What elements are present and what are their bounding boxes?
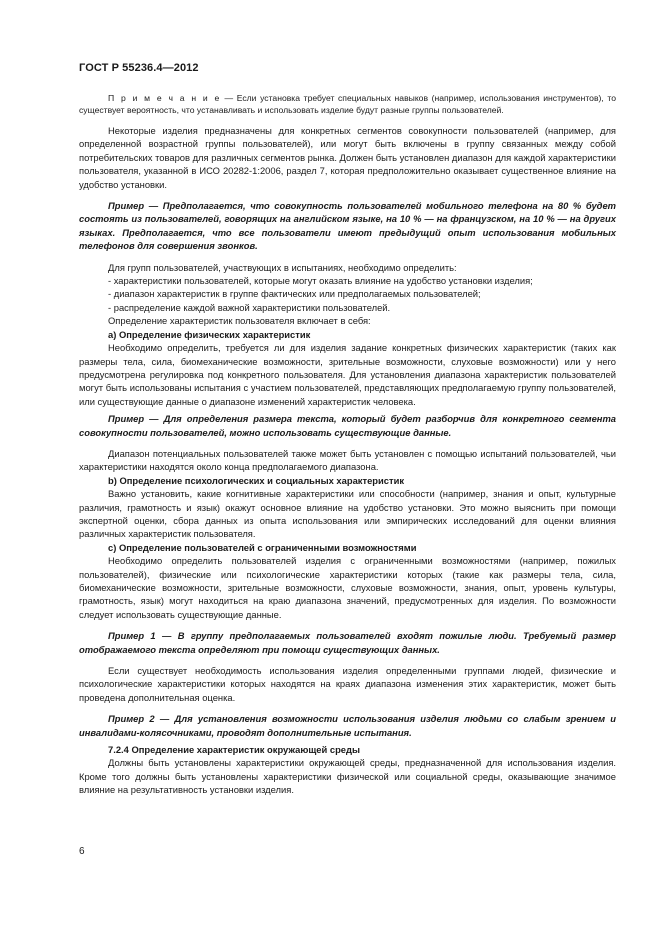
example-elderly: Пример 1 — В группу предполагаемых пользователей входят пожилые люди. Требуемый размер отображаемого текста определяют при помощи существующих данных.	[79, 630, 616, 655]
paragraph-test-groups: Для групп пользователей, участвующих в испытаниях, необходимо определить:	[108, 261, 457, 273]
heading-disabilities: c) Определение пользователей с ограниченными возможностями	[108, 541, 417, 553]
standard-header: ГОСТ Р 55236.4—2012	[79, 62, 199, 74]
page-body	[79, 92, 616, 797]
page-number: 6	[79, 846, 85, 857]
paragraph-includes: Определение характеристик пользователя включает в себя:	[108, 315, 371, 327]
note-lead: П р и м е ч а н и е	[108, 93, 221, 103]
paragraph-psychological: Важно установить, какие когнитивные характеристики или способности (например, знания и опыт, культурные различия, грамотность и язык) окажут основное влияние на удобство установки. Это можно выяснить при помощи экспертной оценки, сбора данных из опыта использования или эмпирических исследований для оценки влияния различных характеристик пользователя.	[79, 488, 616, 540]
paragraph-physical: Необходимо определить, требуется ли для изделия задание конкретных физических характеристик (таких как размеры тела, сила, биомеханические возможности, зрительные возможности, слуховые возможности) или у него предусмотрена регулировка под конкретного пользователя. Для установления диапазона характеристик пользователей могут быть использованы испытания с участием пользователей, представляющих предполагаемую группу пользователей, или существующие данные о диапазоне изменений характеристик человека.	[79, 342, 616, 407]
note-paragraph	[79, 92, 616, 116]
paragraph-range: Диапазон потенциальных пользователей также может быть установлен с помощью испытаний пользователей, чьи характеристики находятся около конца предполагаемого диапазона.	[79, 447, 616, 473]
example-text-size: Пример — Для определения размера текста, который будет разборчив для конкретного сегмента совокупности пользователей, можно использовать существующие данные.	[79, 413, 616, 438]
list-item: - характеристики пользователей, которые могут оказать влияние на удобство установки изделия;	[108, 275, 533, 287]
paragraph-additional-evaluation: Если существует необходимость использования изделия определенными группами людей, физические и психологические характеристики которых находятся на краях диапазона изменения этих характеристик, может быть проведена дополнительная оценка.	[79, 665, 616, 703]
paragraph-disabilities: Необходимо определить пользователей изделия с ограниченными возможностями (например, пожилых пользователей), физические или психологические характеристики которых (такие как размеры тела, сила, биомеханические возможности, зрительные возможности, слуховые возможности, знания, опыт, уровень культуры, грамотность, язык) могут находиться на краю диапазона значений, предусмотренных для изделия. По возможности следует использовать существующие данные.	[79, 555, 616, 620]
example-mobile-phone: Пример — Предполагается, что совокупность пользователей мобильного телефона на 80 % будет состоять из пользователей, говорящих на английском языке, на 10 % — на французском, на 10 % — на других языках. Предполагается, что все пользователи имеют предыдущий опыт использования мобильных телефонов для совершения звонков.	[79, 200, 616, 252]
heading-psychological: b) Определение психологических и социальных характеристик	[108, 474, 405, 486]
list-item: - распределение каждой важной характеристики пользователей.	[108, 301, 391, 313]
paragraph-segments: Некоторые изделия предназначены для конкретных сегментов совокупности пользователей (например, для определенной возрастной группы пользователей), или могут быть включены в группу связанных между собой потребительских товаров для различных сегментов рынка. Должен быть установлен диапазон для каждой характеристики пользователя, указанной в ИСО 20282-1:2006, раздел 7, которая предположительно оказывает существенное влияние на удобство установки.	[79, 125, 616, 190]
heading-physical: a) Определение физических характеристик	[108, 328, 311, 340]
paragraph-environment: Должны быть установлены характеристики окружающей среды, предназначенной для использования изделия. Кроме того должны быть установлены характеристики физической или социальной среды, оказывающие значимое влияние на результативность установки изделия.	[79, 757, 616, 796]
note-text: — Если установка требует специальных навыков (например, использования инструментов), то существует вероятность, что устанавливать и использовать изделие будут разные группы пользователей.	[79, 93, 616, 115]
heading-7-2-4: 7.2.4 Определение характеристик окружающей среды	[108, 744, 360, 756]
example-low-vision: Пример 2 — Для установления возможности использования изделия людьми со слабым зрением и инвалидами-колясочниками, проводят дополнительные испытания.	[79, 713, 616, 738]
list-item: - диапазон характеристик в группе фактических или предполагаемых пользователей;	[108, 288, 481, 300]
